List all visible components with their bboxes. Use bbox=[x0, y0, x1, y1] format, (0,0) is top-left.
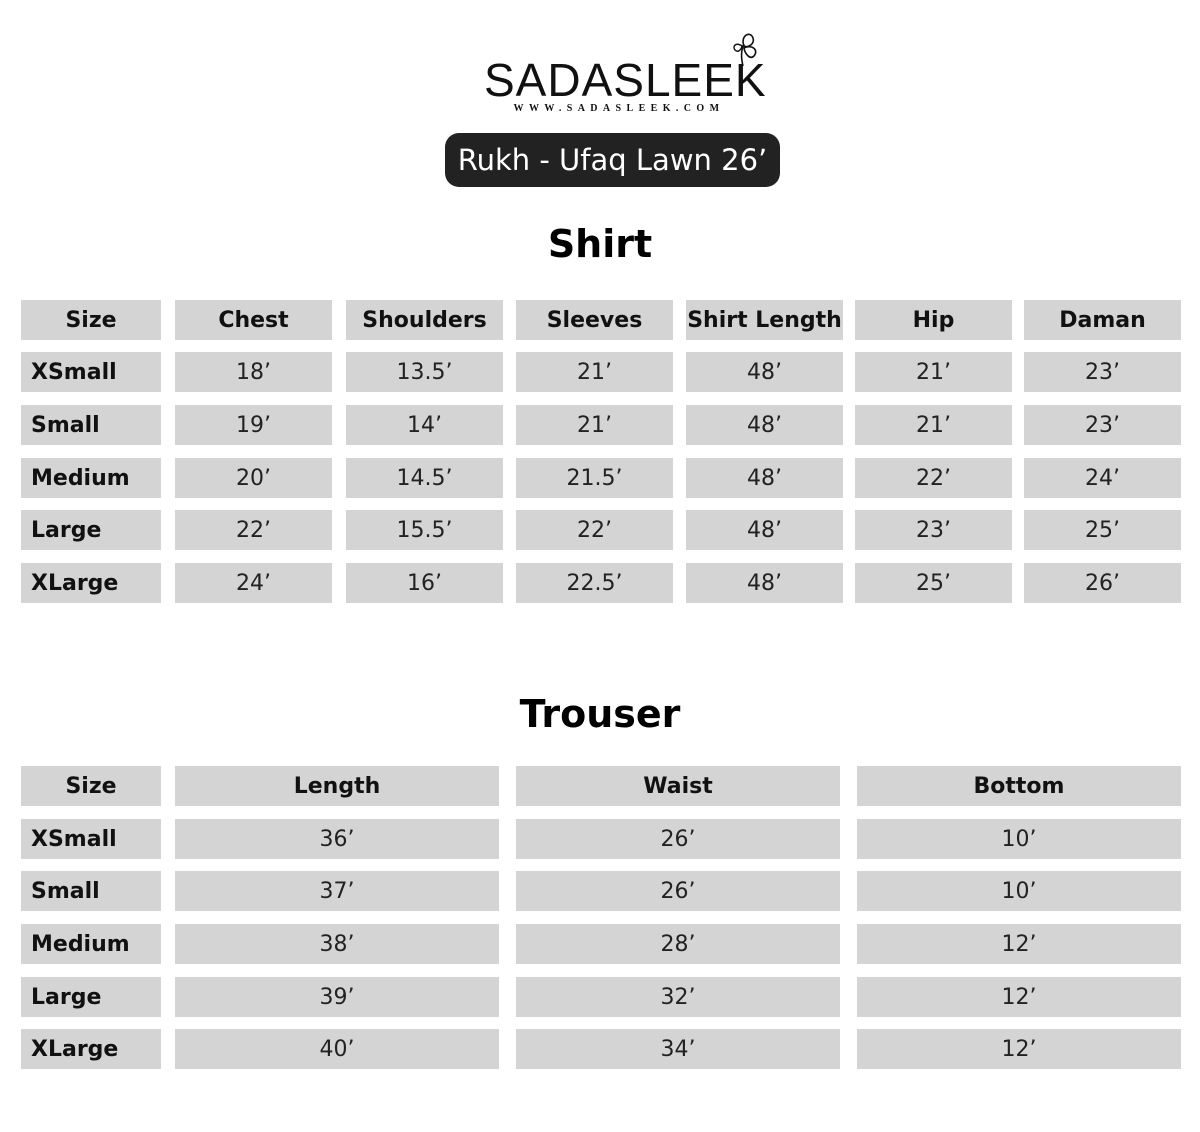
shirt-header-shoulders: Shoulders bbox=[346, 300, 503, 340]
shirt-header-hip: Hip bbox=[855, 300, 1012, 340]
shirt-cell: 18’ bbox=[175, 352, 332, 392]
shirt-cell: 48’ bbox=[686, 510, 843, 550]
shirt-cell: 23’ bbox=[1024, 405, 1181, 445]
shirt-cell: 21’ bbox=[855, 405, 1012, 445]
logo-wordmark: SADASLEEK bbox=[484, 54, 767, 106]
trouser-cell: 38’ bbox=[175, 924, 499, 964]
shirt-header-sleeves: Sleeves bbox=[516, 300, 673, 340]
trouser-row-label: Medium bbox=[21, 924, 161, 964]
shirt-cell: 23’ bbox=[1024, 352, 1181, 392]
shirt-cell: 21.5’ bbox=[516, 458, 673, 498]
shirt-cell: 22’ bbox=[516, 510, 673, 550]
shirt-cell: 16’ bbox=[346, 563, 503, 603]
shirt-header-shirt-length: Shirt Length bbox=[686, 300, 843, 340]
trouser-cell: 36’ bbox=[175, 819, 499, 859]
trouser-row-label: XSmall bbox=[21, 819, 161, 859]
butterfly-icon bbox=[726, 32, 760, 68]
trouser-cell: 34’ bbox=[516, 1029, 840, 1069]
shirt-cell: 25’ bbox=[855, 563, 1012, 603]
shirt-cell: 14’ bbox=[346, 405, 503, 445]
trouser-cell: 40’ bbox=[175, 1029, 499, 1069]
trouser-header-size: Size bbox=[21, 766, 161, 806]
trouser-header-waist: Waist bbox=[516, 766, 840, 806]
shirt-header-size: Size bbox=[21, 300, 161, 340]
shirt-header-daman: Daman bbox=[1024, 300, 1181, 340]
trouser-cell: 37’ bbox=[175, 871, 499, 911]
shirt-cell: 13.5’ bbox=[346, 352, 503, 392]
trouser-cell: 32’ bbox=[516, 977, 840, 1017]
shirt-cell: 48’ bbox=[686, 458, 843, 498]
product-title: Rukh - Ufaq Lawn 26’ bbox=[457, 143, 768, 177]
shirt-row-label: Medium bbox=[21, 458, 161, 498]
shirt-cell: 19’ bbox=[175, 405, 332, 445]
trouser-row-label: Small bbox=[21, 871, 161, 911]
trouser-cell: 10’ bbox=[857, 819, 1181, 859]
trouser-cell: 10’ bbox=[857, 871, 1181, 911]
shirt-cell: 21’ bbox=[855, 352, 1012, 392]
trouser-section-title: Trouser bbox=[519, 692, 681, 736]
shirt-section-title: Shirt bbox=[547, 222, 653, 266]
shirt-header-chest: Chest bbox=[175, 300, 332, 340]
trouser-row-label: Large bbox=[21, 977, 161, 1017]
shirt-cell: 22’ bbox=[855, 458, 1012, 498]
trouser-cell: 12’ bbox=[857, 977, 1181, 1017]
shirt-cell: 48’ bbox=[686, 352, 843, 392]
shirt-cell: 21’ bbox=[516, 352, 673, 392]
trouser-row-label: XLarge bbox=[21, 1029, 161, 1069]
shirt-cell: 21’ bbox=[516, 405, 673, 445]
trouser-cell: 12’ bbox=[857, 924, 1181, 964]
product-title-badge bbox=[445, 133, 780, 187]
shirt-cell: 15.5’ bbox=[346, 510, 503, 550]
shirt-cell: 48’ bbox=[686, 405, 843, 445]
shirt-row-label: Large bbox=[21, 510, 161, 550]
shirt-cell: 26’ bbox=[1024, 563, 1181, 603]
trouser-cell: 28’ bbox=[516, 924, 840, 964]
trouser-cell: 39’ bbox=[175, 977, 499, 1017]
shirt-cell: 48’ bbox=[686, 563, 843, 603]
shirt-cell: 22’ bbox=[175, 510, 332, 550]
shirt-cell: 24’ bbox=[1024, 458, 1181, 498]
shirt-cell: 23’ bbox=[855, 510, 1012, 550]
trouser-header-bottom: Bottom bbox=[857, 766, 1181, 806]
shirt-row-label: XSmall bbox=[21, 352, 161, 392]
shirt-row-label: XLarge bbox=[21, 563, 161, 603]
shirt-cell: 22.5’ bbox=[516, 563, 673, 603]
shirt-cell: 14.5’ bbox=[346, 458, 503, 498]
shirt-row-label: Small bbox=[21, 405, 161, 445]
logo-url: WWW.SADASLEEK.COM bbox=[513, 103, 725, 114]
trouser-cell: 26’ bbox=[516, 819, 840, 859]
trouser-cell: 26’ bbox=[516, 871, 840, 911]
shirt-cell: 24’ bbox=[175, 563, 332, 603]
brand-logo bbox=[0, 32, 1200, 122]
shirt-cell: 25’ bbox=[1024, 510, 1181, 550]
trouser-cell: 12’ bbox=[857, 1029, 1181, 1069]
shirt-cell: 20’ bbox=[175, 458, 332, 498]
trouser-header-length: Length bbox=[175, 766, 499, 806]
